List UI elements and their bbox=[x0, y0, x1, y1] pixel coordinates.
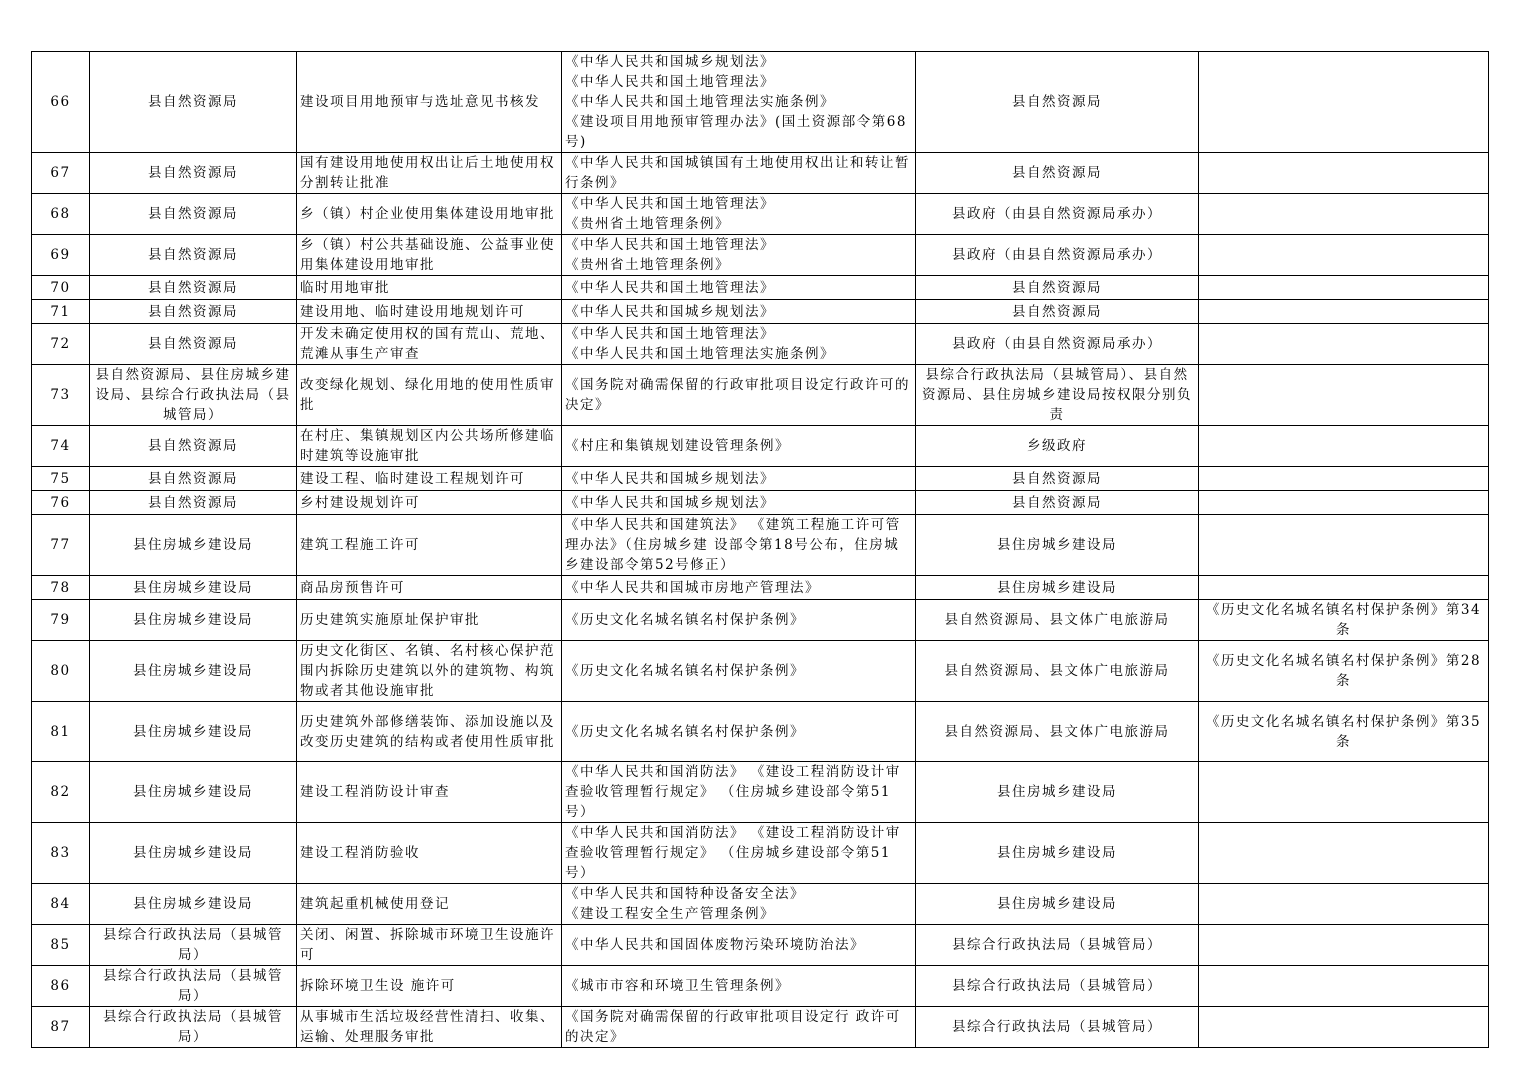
note-cell bbox=[1199, 576, 1489, 600]
approval-item-cell: 在村庄、集镇规划区内公共场所修建临时建筑等设施审批 bbox=[297, 426, 562, 467]
approval-item-cell: 改变绿化规划、绿化用地的使用性质审批 bbox=[297, 365, 562, 426]
department-cell: 县自然资源局 bbox=[90, 426, 297, 467]
note-cell bbox=[1199, 365, 1489, 426]
row-number-cell: 74 bbox=[32, 426, 90, 467]
approval-item-cell: 乡村建设规划许可 bbox=[297, 491, 562, 515]
department-cell: 县自然资源局 bbox=[90, 467, 297, 491]
legal-basis-cell: 《村庄和集镇规划建设管理条例》 bbox=[562, 426, 916, 467]
department-cell: 县自然资源局 bbox=[90, 276, 297, 300]
row-number-cell: 80 bbox=[32, 641, 90, 702]
implementing-body-cell: 县综合行政执法局（县城管局） bbox=[916, 925, 1199, 966]
approval-items-table bbox=[31, 51, 1489, 1048]
note-cell bbox=[1199, 300, 1489, 324]
table-row bbox=[32, 823, 1489, 884]
table-row bbox=[32, 324, 1489, 365]
table-row bbox=[32, 702, 1489, 762]
table-row bbox=[32, 52, 1489, 153]
department-cell: 县自然资源局 bbox=[90, 324, 297, 365]
note-cell bbox=[1199, 491, 1489, 515]
row-number-cell: 72 bbox=[32, 324, 90, 365]
row-number-cell: 83 bbox=[32, 823, 90, 884]
legal-basis-cell: 《中华人民共和国城市房地产管理法》 bbox=[562, 576, 916, 600]
department-cell: 县住房城乡建设局 bbox=[90, 823, 297, 884]
approval-item-cell: 历史文化街区、名镇、名村核心保护范围内拆除历史建筑以外的建筑物、构筑物或者其他设施审批 bbox=[297, 641, 562, 702]
approval-item-cell: 建设用地、临时建设用地规划许可 bbox=[297, 300, 562, 324]
row-number-cell: 73 bbox=[32, 365, 90, 426]
row-number-cell: 75 bbox=[32, 467, 90, 491]
approval-item-cell: 乡（镇）村企业使用集体建设用地审批 bbox=[297, 194, 562, 235]
department-cell: 县综合行政执法局（县城管局） bbox=[90, 925, 297, 966]
legal-basis-cell: 《国务院对确需保留的行政审批项目设定行 政许可的决定》 bbox=[562, 1007, 916, 1048]
implementing-body-cell: 县自然资源局 bbox=[916, 276, 1199, 300]
table-row bbox=[32, 576, 1489, 600]
note-cell bbox=[1199, 966, 1489, 1007]
note-cell bbox=[1199, 194, 1489, 235]
note-cell bbox=[1199, 515, 1489, 576]
table-row bbox=[32, 467, 1489, 491]
implementing-body-cell: 县政府（由县自然资源局承办） bbox=[916, 194, 1199, 235]
table-row bbox=[32, 762, 1489, 823]
row-number-cell: 77 bbox=[32, 515, 90, 576]
legal-basis-cell: 《中华人民共和国城乡规划法》 bbox=[562, 467, 916, 491]
implementing-body-cell: 县政府（由县自然资源局承办） bbox=[916, 324, 1199, 365]
approval-item-cell: 国有建设用地使用权出让后土地使用权分割转让批准 bbox=[297, 153, 562, 194]
table-row bbox=[32, 365, 1489, 426]
legal-basis-cell: 《中华人民共和国消防法》 《建设工程消防设计审查验收管理暂行规定》 （住房城乡建设部令第51号） bbox=[562, 762, 916, 823]
approval-item-cell: 建设项目用地预审与选址意见书核发 bbox=[297, 52, 562, 153]
table-row bbox=[32, 966, 1489, 1007]
note-cell bbox=[1199, 52, 1489, 153]
legal-basis-cell: 《历史文化名城名镇名村保护条例》 bbox=[562, 702, 916, 762]
approval-item-cell: 历史建筑实施原址保护审批 bbox=[297, 600, 562, 641]
row-number-cell: 76 bbox=[32, 491, 90, 515]
legal-basis-cell: 《历史文化名城名镇名村保护条例》 bbox=[562, 600, 916, 641]
note-cell bbox=[1199, 1007, 1489, 1048]
note-cell: 《历史文化名城名镇名村保护条例》第28条 bbox=[1199, 641, 1489, 702]
row-number-cell: 85 bbox=[32, 925, 90, 966]
department-cell: 县住房城乡建设局 bbox=[90, 600, 297, 641]
approval-item-cell: 拆除环境卫生设 施许可 bbox=[297, 966, 562, 1007]
department-cell: 县自然资源局 bbox=[90, 300, 297, 324]
table-row bbox=[32, 925, 1489, 966]
table-row bbox=[32, 491, 1489, 515]
department-cell: 县自然资源局 bbox=[90, 52, 297, 153]
table-row bbox=[32, 884, 1489, 925]
note-cell bbox=[1199, 467, 1489, 491]
row-number-cell: 70 bbox=[32, 276, 90, 300]
table-row bbox=[32, 194, 1489, 235]
approval-item-cell: 建设工程消防验收 bbox=[297, 823, 562, 884]
legal-basis-cell: 《国务院对确需保留的行政审批项目设定行政许可的决定》 bbox=[562, 365, 916, 426]
implementing-body-cell: 县综合行政执法局（县城管局）、县自然资源局、县住房城乡建设局按权限分别负责 bbox=[916, 365, 1199, 426]
note-cell bbox=[1199, 235, 1489, 276]
legal-basis-cell: 《中华人民共和国土地管理法》 《中华人民共和国土地管理法实施条例》 bbox=[562, 324, 916, 365]
department-cell: 县住房城乡建设局 bbox=[90, 515, 297, 576]
note-cell: 《历史文化名城名镇名村保护条例》第34条 bbox=[1199, 600, 1489, 641]
row-number-cell: 66 bbox=[32, 52, 90, 153]
note-cell bbox=[1199, 925, 1489, 966]
row-number-cell: 86 bbox=[32, 966, 90, 1007]
row-number-cell: 82 bbox=[32, 762, 90, 823]
table-row bbox=[32, 641, 1489, 702]
table-body bbox=[32, 52, 1489, 1048]
approval-item-cell: 建设工程、临时建设工程规划许可 bbox=[297, 467, 562, 491]
row-number-cell: 69 bbox=[32, 235, 90, 276]
note-cell bbox=[1199, 884, 1489, 925]
department-cell: 县住房城乡建设局 bbox=[90, 884, 297, 925]
note-cell bbox=[1199, 153, 1489, 194]
implementing-body-cell: 县自然资源局 bbox=[916, 491, 1199, 515]
approval-item-cell: 建筑起重机械使用登记 bbox=[297, 884, 562, 925]
legal-basis-cell: 《中华人民共和国建筑法》 《建筑工程施工许可管理办法》（住房城乡建 设部令第18号公布，住房城乡建设部令第52号修正） bbox=[562, 515, 916, 576]
implementing-body-cell: 县住房城乡建设局 bbox=[916, 823, 1199, 884]
approval-item-cell: 从事城市生活垃圾经营性清扫、收集、运输、处理服务审批 bbox=[297, 1007, 562, 1048]
implementing-body-cell: 县自然资源局、县文体广电旅游局 bbox=[916, 641, 1199, 702]
department-cell: 县住房城乡建设局 bbox=[90, 641, 297, 702]
department-cell: 县综合行政执法局（县城管局） bbox=[90, 1007, 297, 1048]
legal-basis-cell: 《中华人民共和国城乡规划法》 bbox=[562, 491, 916, 515]
implementing-body-cell: 县住房城乡建设局 bbox=[916, 515, 1199, 576]
approval-item-cell: 商品房预售许可 bbox=[297, 576, 562, 600]
department-cell: 县住房城乡建设局 bbox=[90, 576, 297, 600]
note-cell bbox=[1199, 762, 1489, 823]
implementing-body-cell: 县住房城乡建设局 bbox=[916, 576, 1199, 600]
department-cell: 县自然资源局 bbox=[90, 491, 297, 515]
row-number-cell: 78 bbox=[32, 576, 90, 600]
approval-item-cell: 关闭、闲置、拆除城市环境卫生设施许可 bbox=[297, 925, 562, 966]
approval-item-cell: 建设工程消防设计审查 bbox=[297, 762, 562, 823]
implementing-body-cell: 县自然资源局、县文体广电旅游局 bbox=[916, 702, 1199, 762]
approval-item-cell: 乡（镇）村公共基础设施、公益事业使用集体建设用地审批 bbox=[297, 235, 562, 276]
approval-item-cell: 开发未确定使用权的国有荒山、荒地、荒滩从事生产审查 bbox=[297, 324, 562, 365]
approval-item-cell: 建筑工程施工许可 bbox=[297, 515, 562, 576]
legal-basis-cell: 《城市市容和环境卫生管理条例》 bbox=[562, 966, 916, 1007]
row-number-cell: 87 bbox=[32, 1007, 90, 1048]
table-row bbox=[32, 276, 1489, 300]
table-row bbox=[32, 600, 1489, 641]
legal-basis-cell: 《中华人民共和国土地管理法》 《贵州省土地管理条例》 bbox=[562, 194, 916, 235]
legal-basis-cell: 《中华人民共和国城镇国有土地使用权出让和转让暂行条例》 bbox=[562, 153, 916, 194]
row-number-cell: 68 bbox=[32, 194, 90, 235]
legal-basis-cell: 《中华人民共和国固体废物污染环境防治法》 bbox=[562, 925, 916, 966]
table-row bbox=[32, 153, 1489, 194]
department-cell: 县住房城乡建设局 bbox=[90, 702, 297, 762]
note-cell bbox=[1199, 324, 1489, 365]
row-number-cell: 67 bbox=[32, 153, 90, 194]
table-row bbox=[32, 1007, 1489, 1048]
table-row bbox=[32, 426, 1489, 467]
implementing-body-cell: 县住房城乡建设局 bbox=[916, 884, 1199, 925]
legal-basis-cell: 《中华人民共和国特种设备安全法》 《建设工程安全生产管理条例》 bbox=[562, 884, 916, 925]
approval-item-cell: 历史建筑外部修缮装饰、添加设施以及改变历史建筑的结构或者使用性质审批 bbox=[297, 702, 562, 762]
department-cell: 县住房城乡建设局 bbox=[90, 762, 297, 823]
department-cell: 县自然资源局、县住房城乡建设局、县综合行政执法局（县城管局） bbox=[90, 365, 297, 426]
implementing-body-cell: 县住房城乡建设局 bbox=[916, 762, 1199, 823]
implementing-body-cell: 县自然资源局、县文体广电旅游局 bbox=[916, 600, 1199, 641]
implementing-body-cell: 县自然资源局 bbox=[916, 467, 1199, 491]
legal-basis-cell: 《中华人民共和国城乡规划法》 bbox=[562, 300, 916, 324]
note-cell bbox=[1199, 276, 1489, 300]
implementing-body-cell: 县综合行政执法局（县城管局） bbox=[916, 1007, 1199, 1048]
legal-basis-cell: 《历史文化名城名镇名村保护条例》 bbox=[562, 641, 916, 702]
implementing-body-cell: 县自然资源局 bbox=[916, 153, 1199, 194]
table-row bbox=[32, 235, 1489, 276]
table-row bbox=[32, 300, 1489, 324]
note-cell: 《历史文化名城名镇名村保护条例》第35条 bbox=[1199, 702, 1489, 762]
row-number-cell: 71 bbox=[32, 300, 90, 324]
implementing-body-cell: 乡级政府 bbox=[916, 426, 1199, 467]
row-number-cell: 81 bbox=[32, 702, 90, 762]
implementing-body-cell: 县综合行政执法局（县城管局） bbox=[916, 966, 1199, 1007]
department-cell: 县自然资源局 bbox=[90, 194, 297, 235]
table-row bbox=[32, 515, 1489, 576]
row-number-cell: 84 bbox=[32, 884, 90, 925]
department-cell: 县自然资源局 bbox=[90, 153, 297, 194]
row-number-cell: 79 bbox=[32, 600, 90, 641]
legal-basis-cell: 《中华人民共和国城乡规划法》 《中华人民共和国土地管理法》 《中华人民共和国土地管理法实施条例》 《建设项目用地预审管理办法》(国土资源部令第68号) bbox=[562, 52, 916, 153]
department-cell: 县综合行政执法局（县城管局） bbox=[90, 966, 297, 1007]
implementing-body-cell: 县自然资源局 bbox=[916, 52, 1199, 153]
implementing-body-cell: 县自然资源局 bbox=[916, 300, 1199, 324]
implementing-body-cell: 县政府（由县自然资源局承办） bbox=[916, 235, 1199, 276]
note-cell bbox=[1199, 426, 1489, 467]
note-cell bbox=[1199, 823, 1489, 884]
legal-basis-cell: 《中华人民共和国土地管理法》 bbox=[562, 276, 916, 300]
approval-item-cell: 临时用地审批 bbox=[297, 276, 562, 300]
legal-basis-cell: 《中华人民共和国土地管理法》 《贵州省土地管理条例》 bbox=[562, 235, 916, 276]
department-cell: 县自然资源局 bbox=[90, 235, 297, 276]
legal-basis-cell: 《中华人民共和国消防法》 《建设工程消防设计审查验收管理暂行规定》 （住房城乡建设部令第51号） bbox=[562, 823, 916, 884]
